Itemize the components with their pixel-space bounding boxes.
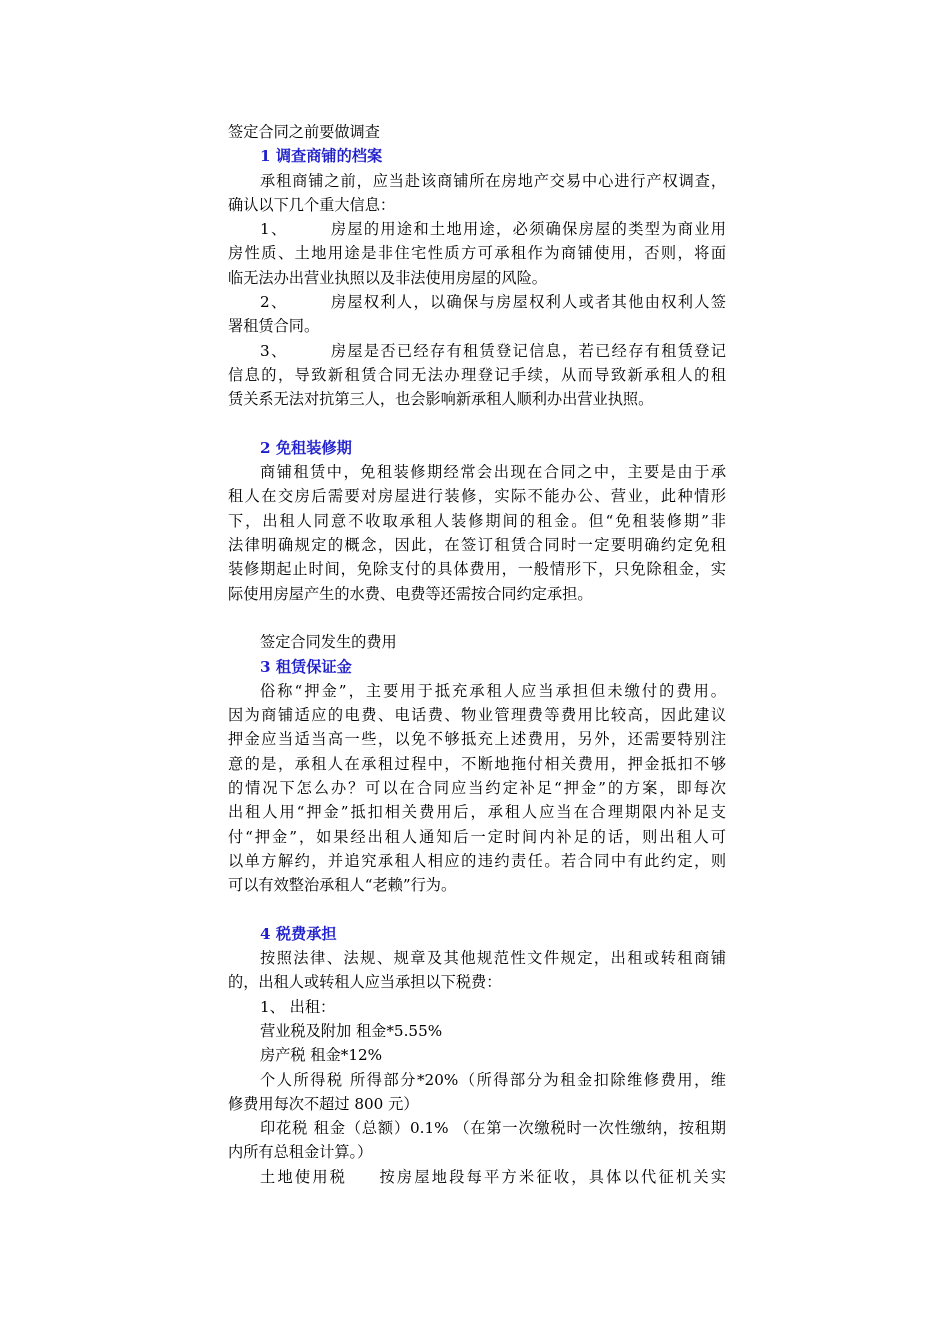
list-item-3 [228, 339, 726, 363]
paragraph-line: 房性质、土地用途是非住宅性质方可承租作为商铺使用，否则，将面 [228, 244, 726, 263]
list-number: 1、 [260, 220, 288, 239]
paragraph-line: 内所有总租金计算。） [228, 1143, 373, 1162]
paragraph-line: 以单方解约，并追究承租人相应的违约责任。若合同中有此约定，则 [228, 851, 726, 870]
paragraph-line: 押金应当适当高一些，以免不够抵充上述费用，另外，还需要特别注 [228, 730, 726, 749]
section-heading-4: 4 税费承担 [260, 924, 337, 943]
list-item-1 [228, 217, 726, 241]
blank-line [228, 606, 726, 630]
paragraph-line: 付“押金”，如果经出租人通知后一定时间内补足的话，则出租人可 [228, 827, 726, 846]
paragraph-line: 商铺租赁中，免租装修期经常会出现在合同之中，主要是由于承 [260, 463, 726, 482]
paragraph-line: 际使用房屋产生的水费、电费等还需按合同约定承担。 [228, 584, 593, 603]
tax-text: 按房屋地段每平方米征收，具体以代征机关实 [377, 1167, 727, 1186]
paragraph-line: 确认以下几个重大信息： [228, 195, 396, 214]
tax-property: 房产税 租金*12% [260, 1046, 383, 1065]
blank-line [228, 412, 726, 436]
paragraph-line: 下，出租人同意不收取承租人装修期间的租金。但“免租装修期”非 [228, 511, 726, 530]
list-text: 房屋的用途和土地用途，必须确保房屋的类型为商业用 [329, 220, 726, 239]
document-page [228, 120, 726, 1189]
list-item-2 [228, 290, 726, 314]
paragraph-line: 修费用每次不超过 800 元） [228, 1094, 419, 1113]
paragraph-line: 赁关系无法对抗第三人，也会影响新承租人顺利办出营业执照。 [228, 390, 654, 409]
blank-line [228, 898, 726, 922]
list-text: 房屋权利人，以确保与房屋权利人或者其他由权利人签 [329, 293, 726, 312]
paragraph-line: 俗称“押金”，主要用于抵充承租人应当承担但未缴付的费用。 [260, 681, 726, 700]
fees-title: 签定合同发生的费用 [260, 633, 397, 652]
paragraph-line: 出租人用“押金”抵扣相关费用后，承租人应当在合理期限内补足支 [228, 803, 726, 822]
paragraph-line: 临无法办出营业执照以及非法使用房屋的风险。 [228, 268, 547, 287]
section-heading-1: 1 调查商铺的档案 [260, 147, 383, 166]
paragraph-line: 装修期起止时间，免除支付的具体费用，一般情形下，只免除租金，实 [228, 560, 726, 579]
paragraph-line: 按照法律、法规、规章及其他规范性文件规定，出租或转租商铺 [260, 949, 726, 968]
paragraph-line: 可以有效整治承租人“老赖”行为。 [228, 876, 457, 895]
list-text: 房屋是否已经存有租赁登记信息，若已经存有租赁登记 [329, 341, 726, 360]
tax-land-use [228, 1165, 726, 1189]
intro-title: 签定合同之前要做调查 [228, 123, 380, 141]
paragraph-line: 信息的，导致新租赁合同无法办理登记手续，从而导致新承租人的租 [228, 365, 726, 384]
paragraph-line: 法律明确规定的概念，因此，在签订租赁合同时一定要明确约定免租 [228, 536, 726, 555]
section-heading-2: 2 免租装修期 [260, 438, 352, 457]
paragraph-line: 意的是，承租人在承租过程中，不断地拖付相关费用，押金抵扣不够 [228, 754, 726, 773]
paragraph-line: 署租赁合同。 [228, 317, 320, 336]
list-number: 2、 [260, 293, 288, 312]
section-heading-3: 3 租赁保证金 [260, 657, 352, 676]
tax-business: 营业税及附加 租金*5.55% [260, 1021, 443, 1040]
tax-income: 个人所得税 所得部分*20%（所得部分为租金扣除维修费用，维 [260, 1070, 726, 1089]
paragraph-line: 承租商铺之前，应当赴该商铺所在房地产交易中心进行产权调查， [260, 171, 726, 190]
paragraph-line: 租人在交房后需要对房屋进行装修，实际不能办公、营业，此种情形 [228, 487, 726, 506]
list-number: 3、 [260, 341, 288, 360]
tax-stamp: 印花税 租金（总额）0.1% （在第一次缴税时一次性缴纳，按租期 [260, 1119, 726, 1138]
paragraph-line: 因为商铺适应的电费、电话费、物业管理费等费用比较高，因此建议 [228, 706, 726, 725]
tax-name: 土地使用税 [260, 1167, 348, 1186]
paragraph-line: 的，出租人或转租人应当承担以下税费： [228, 973, 502, 992]
paragraph-line: 的情况下怎么办？可以在合同应当约定补足“押金”的方案，即每次 [228, 779, 726, 798]
sub-item-lease: 1、 出租： [260, 997, 336, 1016]
